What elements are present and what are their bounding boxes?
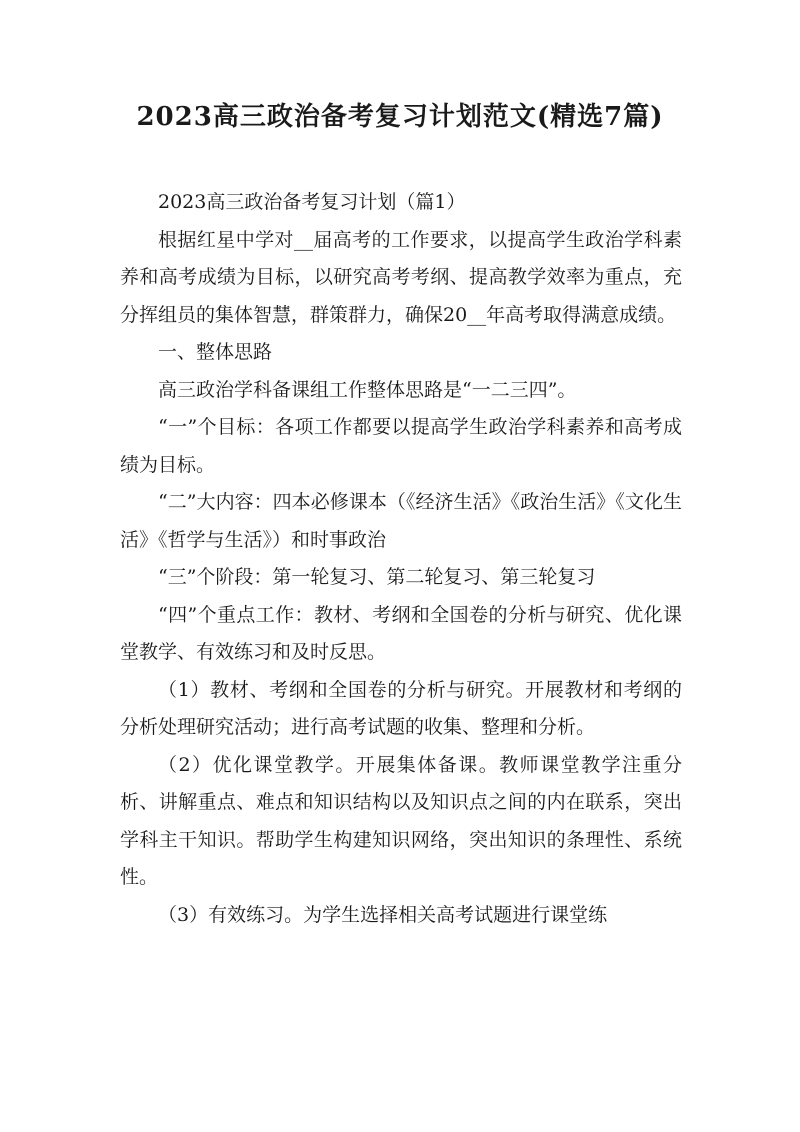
- document-body: [120, 184, 682, 934]
- paragraph: “一”个目标：各项工作都要以提高学生政治学科素养和高考成绩为目标。: [120, 416, 682, 476]
- paragraph: （3）有效练习。为学生选择相关高考试题进行课堂练: [158, 903, 608, 926]
- paragraph: “三”个阶段：第一轮复习、第二轮复习、第三轮复习: [158, 566, 596, 588]
- paragraph: “二”大内容：四本必修课本（《经济生活》《政治生活》《文化生活》《哲学与生活》）和时事政治: [120, 491, 682, 551]
- section-heading: 一、整体思路: [158, 341, 273, 363]
- paragraph: “四”个重点工作：教材、考纲和全国卷的分析与研究、优化课堂教学、有效练习和及时反思。: [120, 603, 682, 663]
- paragraph: 高三政治学科备课组工作整体思路是“一二三四”。: [158, 378, 577, 401]
- paragraph: （1）教材、考纲和全国卷的分析与研究。开展教材和考纲的分析处理研究活动；进行高考试题的收集、整理和分析。: [120, 678, 682, 738]
- paragraph: （2）优化课堂教学。开展集体备课。教师课堂教学注重分析、讲解重点、难点和知识结构以及知识点之间的内在联系，突出学科主干知识。帮助学生构建知识网络，突出知识的条理性、系统性。: [120, 753, 682, 888]
- paragraph: 根据红星中学对__届高考的工作要求，以提高学生政治学科素养和高考成绩为目标，以研究高考考纲、提高教学效率为重点，充分挥组员的集体智慧，群策群力，确保20__年高考取得满意成绩。: [120, 228, 682, 326]
- document-title: 2023高三政治备考复习计划范文(精选7篇): [136, 102, 664, 132]
- section-heading: 2023高三政治备考复习计划（篇1）: [158, 191, 466, 213]
